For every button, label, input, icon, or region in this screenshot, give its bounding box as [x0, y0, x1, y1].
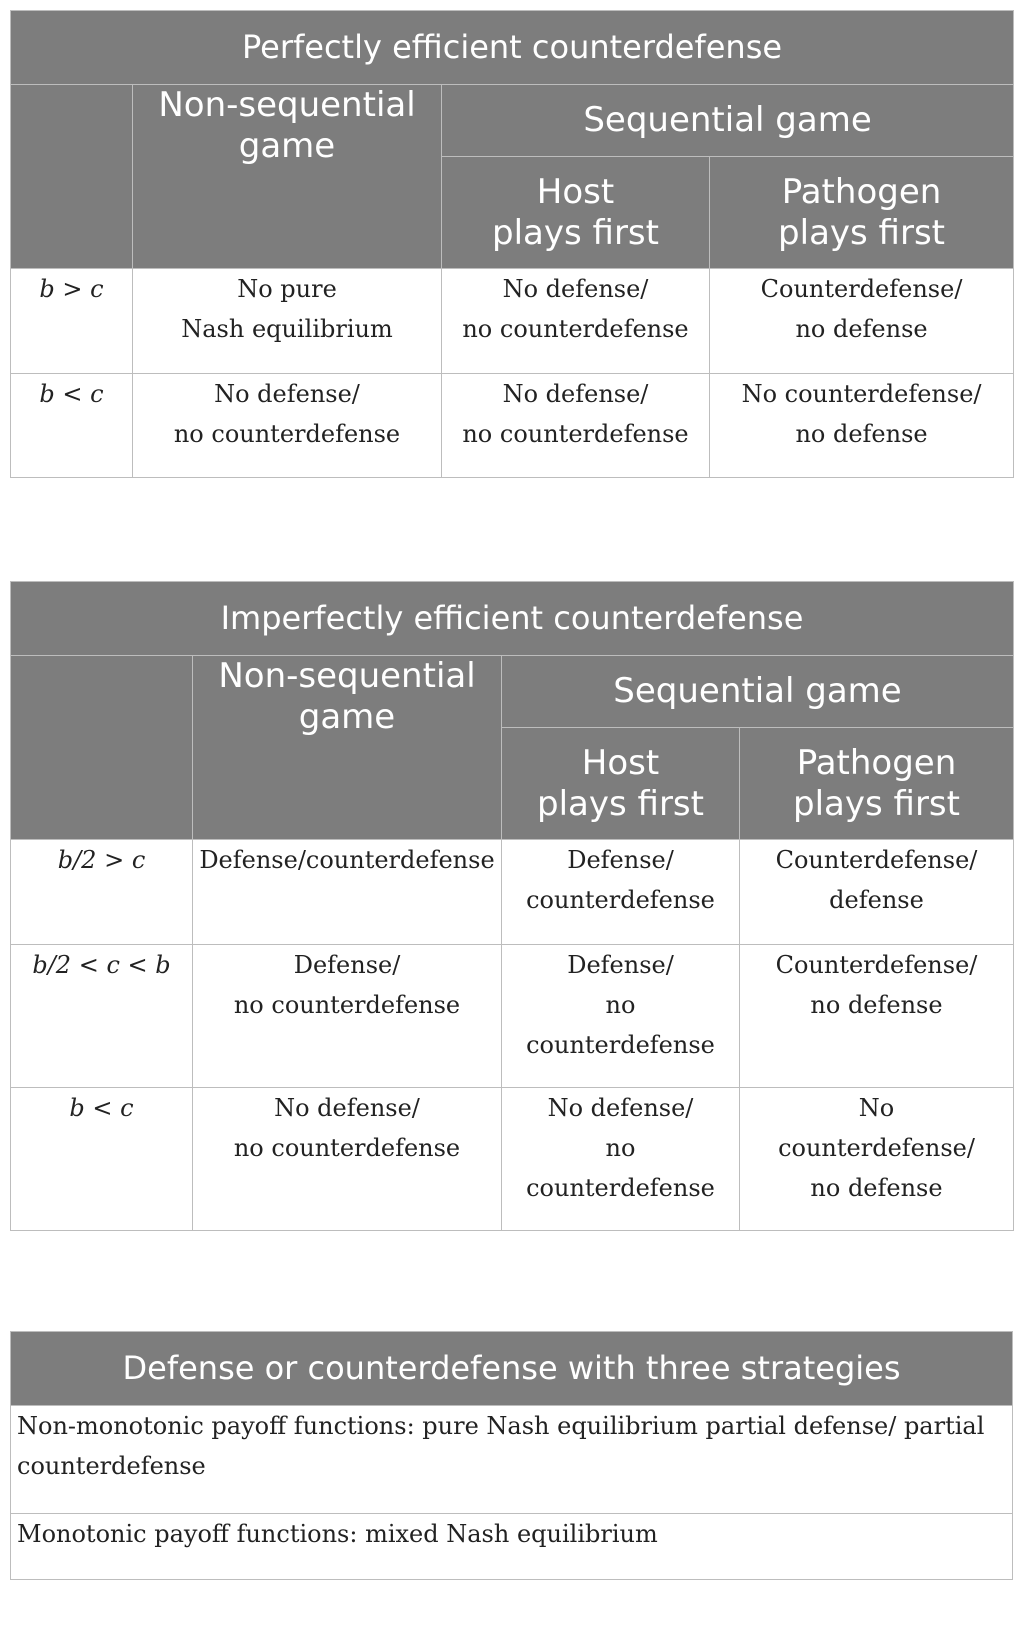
host-first-cell: No defense/ no counterdefense — [502, 1088, 740, 1231]
pathogen-first-header: Pathogen plays first — [710, 157, 1014, 269]
nonsequential-cell: No defense/ no counterdefense — [133, 374, 442, 478]
condition-header — [11, 656, 193, 840]
host-first-cell: Defense/ counterdefense — [502, 840, 740, 945]
host-first-cell: Defense/ no counterdefense — [502, 945, 740, 1088]
imperfect-efficiency-table — [10, 581, 1014, 1231]
table-row — [11, 1406, 1013, 1514]
condition-header — [11, 85, 133, 269]
pathogen-first-cell: No counterdefense/ no defense — [710, 374, 1014, 478]
pathogen-first-cell: Counterdefense/ defense — [740, 840, 1014, 945]
nonsequential-cell: Defense/ no counterdefense — [193, 945, 502, 1088]
pathogen-first-cell: No counterdefense/ no defense — [740, 1088, 1014, 1231]
pathogen-first-cell: Counterdefense/ no defense — [710, 269, 1014, 374]
sequential-header: Sequential game — [502, 656, 1014, 728]
pathogen-first-header: Pathogen plays first — [740, 728, 1014, 840]
table-row — [11, 269, 1014, 374]
host-first-header: Host plays first — [442, 157, 710, 269]
nonsequential-cell: No pure Nash equilibrium — [133, 269, 442, 374]
table-row — [11, 1514, 1013, 1580]
table-row — [11, 374, 1014, 478]
pathogen-first-cell: Counterdefense/ no defense — [740, 945, 1014, 1088]
condition-cell: b < c — [11, 1088, 193, 1231]
host-first-cell: No defense/ no counterdefense — [442, 269, 710, 374]
table-row — [11, 945, 1014, 1088]
monotonic-note: Monotonic payoff functions: mixed Nash equilibrium — [11, 1514, 1013, 1580]
table-title: Perfectly efficient counterdefense — [11, 11, 1014, 85]
condition-cell: b < c — [11, 374, 133, 478]
nonsequential-cell: No defense/ no counterdefense — [193, 1088, 502, 1231]
table-row — [11, 1088, 1014, 1231]
host-first-cell: No defense/ no counterdefense — [442, 374, 710, 478]
nonsequential-header: Non-sequential game — [193, 656, 502, 840]
table-title: Imperfectly efficient counterdefense — [11, 582, 1014, 656]
perfect-efficiency-table — [10, 10, 1014, 478]
three-strategies-table — [10, 1331, 1013, 1580]
sequential-header: Sequential game — [442, 85, 1014, 157]
condition-cell: b/2 < c < b — [11, 945, 193, 1088]
nonsequential-header: Non-sequential game — [133, 85, 442, 269]
host-first-header: Host plays first — [502, 728, 740, 840]
table-row — [11, 840, 1014, 945]
non-monotonic-note: Non-monotonic payoff functions: pure Nash equilibrium partial defense/ partial counterdefense — [11, 1406, 1013, 1514]
condition-cell: b > c — [11, 269, 133, 374]
nonsequential-cell: Defense/counterdefense — [193, 840, 502, 945]
condition-cell: b/2 > c — [11, 840, 193, 945]
table-title: Defense or counterdefense with three strategies — [11, 1332, 1013, 1406]
